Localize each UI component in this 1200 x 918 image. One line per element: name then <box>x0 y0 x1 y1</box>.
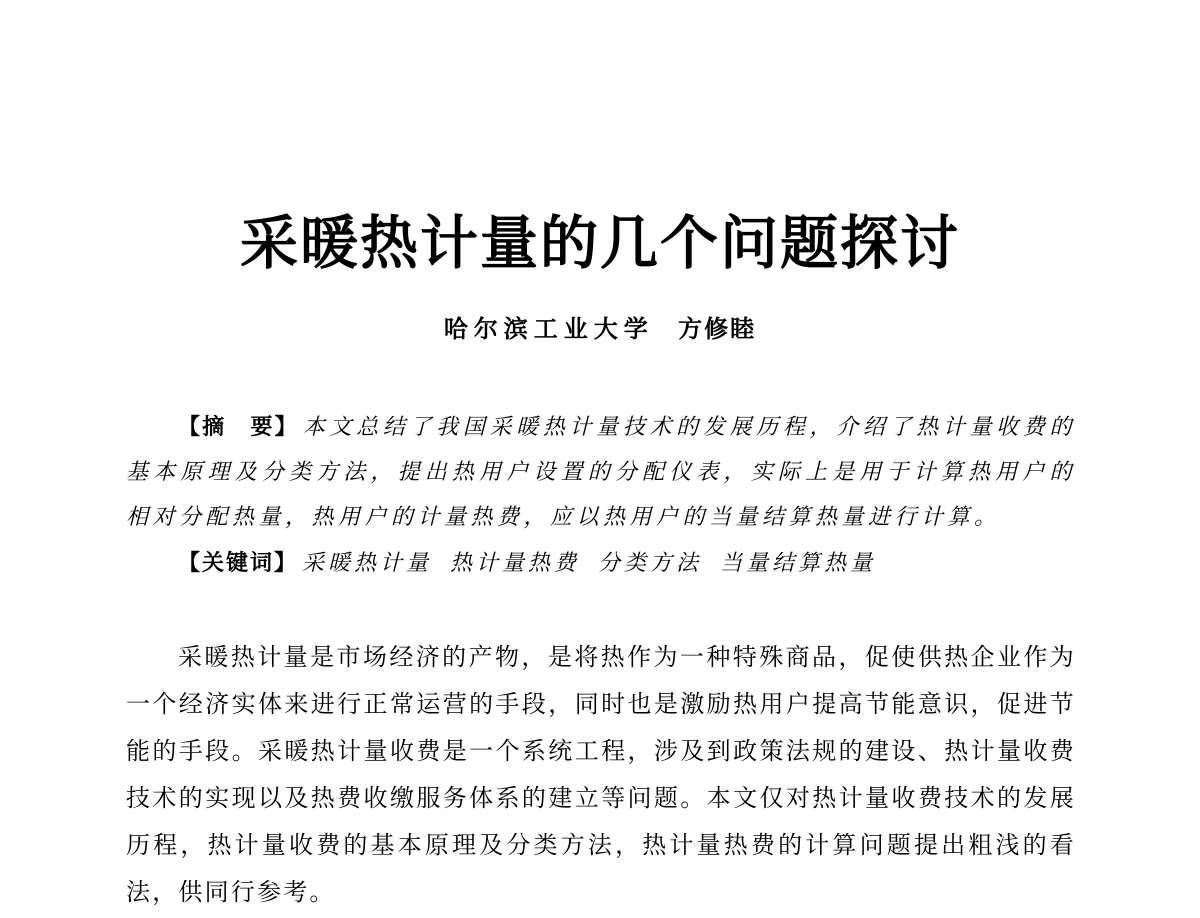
keyword: 热计量热费 <box>450 551 581 576</box>
keyword: 采暖热计量 <box>302 551 433 576</box>
byline <box>0 312 1200 346</box>
abstract <box>126 405 1076 540</box>
keyword: 当量结算热量 <box>720 551 877 576</box>
keywords <box>178 547 1078 581</box>
paper-title: 采暖热计量的几个问题探讨 <box>239 209 960 277</box>
keywords-label: 【关键词】 <box>178 551 299 576</box>
author-affiliation: 哈尔滨工业大学 <box>443 315 654 343</box>
keyword: 分类方法 <box>598 551 703 576</box>
abstract-label: 【摘 要】 <box>178 415 299 440</box>
author-name: 方修睦 <box>678 315 757 343</box>
body-paragraph: 采暖热计量是市场经济的产物，是将热作为一种特殊商品，促使供热企业作为一个经济实体来进行正常运营的手段，同时也是激励热用户提高节能意识，促进节能的手段。采暖热计量收费是一个系统工程，涉及到政策法规的建设、热计量收费技术的实现以及热费收缴服务体系的建立等问题。本文仅对热计量收费技术的发展历程，热计量收费的基本原理及分类方法，热计量热费的计算问题提出粗浅的看法，供同行参考。 <box>126 643 1076 906</box>
abstract-text: 本文总结了我国采暖热计量技术的发展历程，介绍了热计量收费的基本原理及分类方法，提出热用户设置的分配仪表，实际上是用于计算热用户的相对分配热量，热用户的计量热费，应以热用户的当量结算热量进行计算。 <box>126 415 1076 530</box>
